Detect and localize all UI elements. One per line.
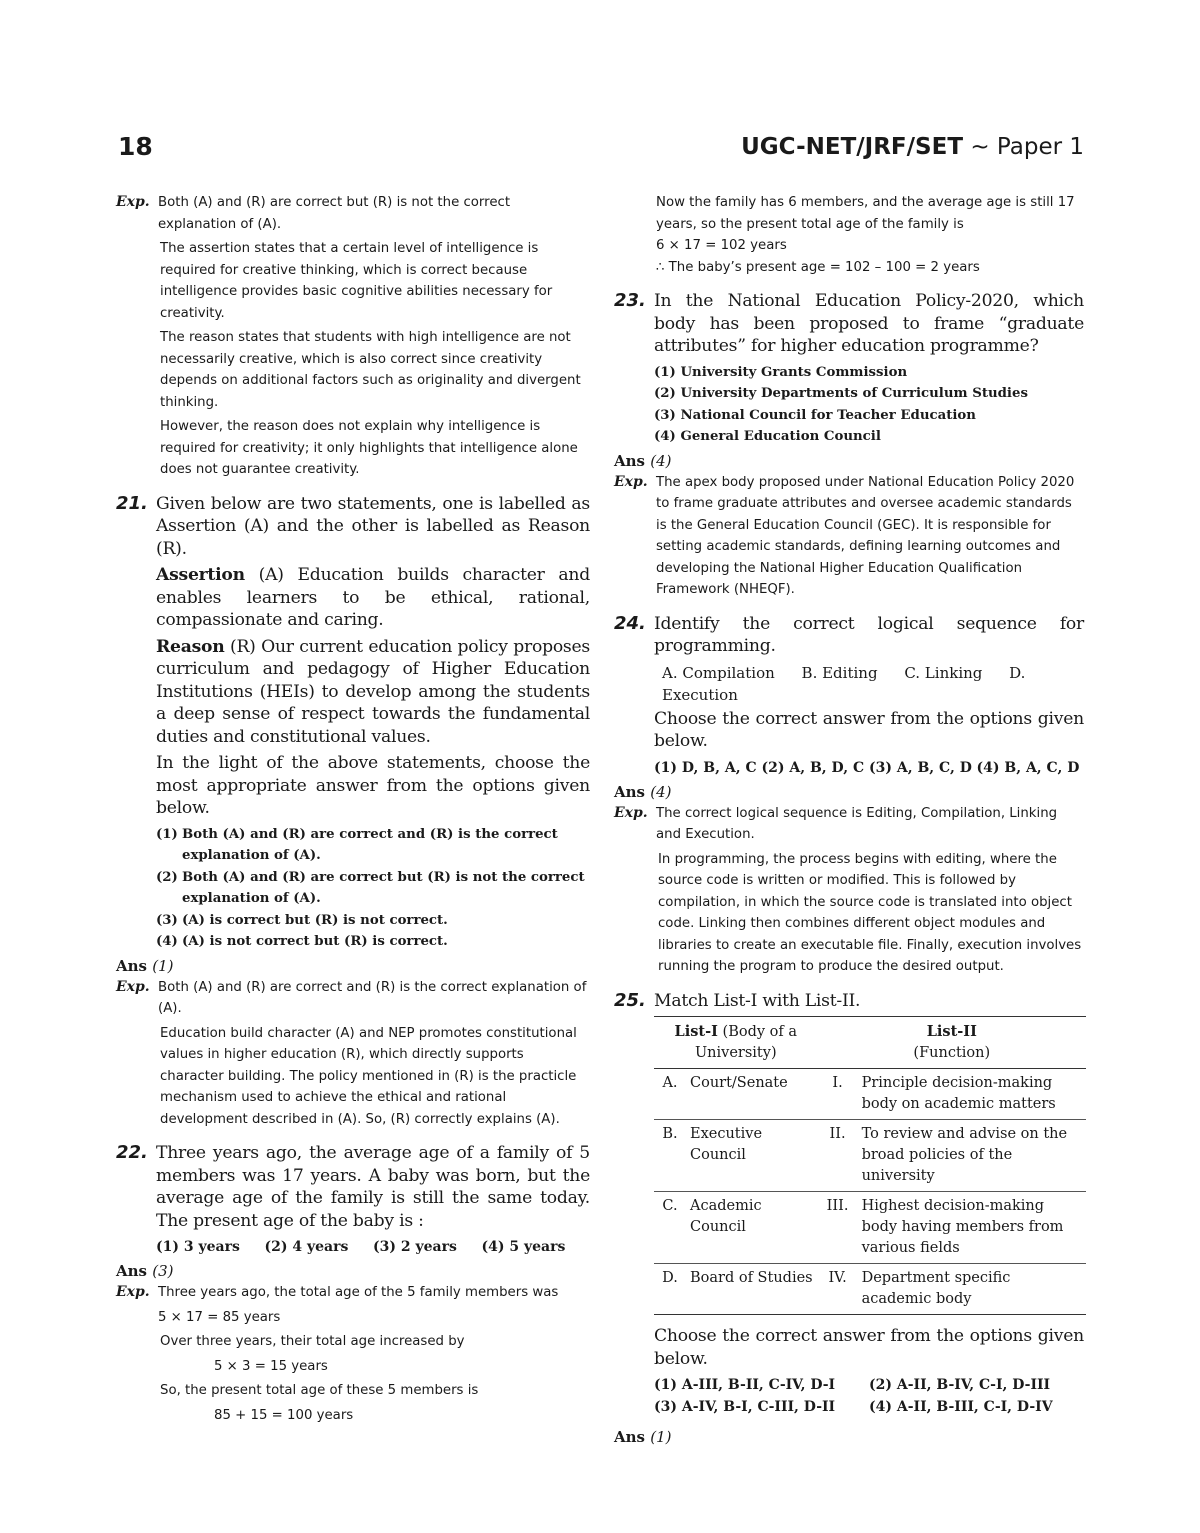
option <box>156 824 590 867</box>
row-function: Principle decision-making body on academic matters <box>858 1069 1086 1120</box>
table-row <box>654 1192 1086 1264</box>
question-number: 24. <box>614 612 646 634</box>
option: (2) A-II, B-IV, C-I, D-III <box>869 1377 1051 1393</box>
options-list <box>654 362 1084 448</box>
exp-math: ∴ The baby’s present age = 102 – 100 = 2 years <box>656 259 980 275</box>
answer-value: (3) <box>152 1262 174 1280</box>
explanation-q22-continued <box>614 192 1084 278</box>
list-2-header-rest: (Function) <box>913 1045 991 1061</box>
exp-line: Now the family has 6 members, and the average age is still 17 years, so the present total age of the family is <box>656 195 1075 232</box>
row-body: Court/Senate <box>686 1069 818 1120</box>
exp-paragraph: However, the reason does not explain why intelligence is required for creativity; it only highlights that intelligence alone does not guarantee creativity. <box>160 419 578 477</box>
question-22 <box>116 1142 590 1258</box>
question-number: 23. <box>614 290 646 311</box>
explanation-q24 <box>614 803 1084 978</box>
ans-label: Ans <box>116 956 147 975</box>
question-text: Three years ago, the average age of a family of 5 members was 17 years. A baby was born, but the average age of the family is still the same today. The present age of the baby is : <box>156 1143 590 1231</box>
assertion-statement <box>156 564 590 632</box>
question-text: Given below are two statements, one is labelled as Assertion (A) and the other is labelled as Reason (R). <box>156 493 590 559</box>
option: (1) A-III, B-II, C-IV, D-I <box>654 1377 836 1393</box>
list-1-header-rest: (Body of a University) <box>694 1024 798 1061</box>
sequence-items <box>654 662 1084 706</box>
exp-label: Exp. <box>116 1284 150 1300</box>
question-text: In the National Education Policy-2020, which body has been proposed to frame “graduate attributes” for higher education programme? <box>654 291 1084 356</box>
question-number: 25. <box>614 989 646 1011</box>
options-list <box>156 824 590 953</box>
running-head-bold: UGC-NET/JRF/SET <box>741 134 964 160</box>
right-column <box>614 192 1084 1448</box>
option <box>156 867 590 910</box>
explanation-q23 <box>614 472 1084 601</box>
table-row <box>654 1069 1086 1120</box>
exp-line: Over three years, their total age increased by <box>160 1334 465 1349</box>
table-header-row <box>654 1017 1086 1069</box>
row-letter: A. <box>654 1069 686 1120</box>
option-text: (A) is not correct but (R) is correct. <box>182 934 448 949</box>
option-text: Both (A) and (R) are correct but (R) is not the correct explanation of (A). <box>182 869 585 906</box>
option: (1) D, B, A, C <box>654 759 757 776</box>
answer-q24 <box>614 783 1084 801</box>
exp-math: 5 × 3 = 15 years <box>214 1358 328 1374</box>
exp-label: Exp. <box>614 473 648 490</box>
list-1-header <box>654 1017 818 1069</box>
option-text: Both (A) and (R) are correct and (R) is the correct explanation of (A). <box>182 826 558 863</box>
row-numeral: III. <box>818 1192 858 1264</box>
option <box>156 910 590 932</box>
option <box>156 931 590 953</box>
question-number: 22. <box>116 1142 148 1163</box>
option-number: (1) <box>156 826 178 842</box>
row-numeral: I. <box>818 1069 858 1120</box>
left-column <box>116 192 590 1432</box>
option: (4) A-II, B-III, C-I, D-IV <box>869 1399 1053 1415</box>
explanation-q20 <box>116 192 590 481</box>
exp-label: Exp. <box>614 804 648 821</box>
answer-value: (4) <box>650 451 672 470</box>
exp-line: The correct logical sequence is Editing, Compilation, Linking and Execution. <box>656 805 1058 842</box>
question-text: Match List-I with List-II. <box>654 990 861 1011</box>
sequence-item: A. Compilation <box>662 663 775 682</box>
answer-q21 <box>116 957 590 975</box>
exp-line: Three years ago, the total age of the 5 family members was <box>158 1285 559 1300</box>
sequence-item: D. Execution <box>662 663 1026 704</box>
exp-math: 6 × 17 = 102 years <box>656 238 787 253</box>
list-2-header <box>818 1017 1086 1069</box>
question-text: Identify the correct logical sequence for programming. <box>654 613 1084 656</box>
running-head-rest: ~ Paper 1 <box>963 134 1084 160</box>
explanation-q22 <box>116 1282 590 1426</box>
option: (3) A, B, C, D <box>869 759 972 776</box>
row-function: Highest decision-making body having members from various fields <box>858 1192 1086 1264</box>
running-head <box>741 134 1084 160</box>
exp-math: 85 + 15 = 100 years <box>214 1407 354 1423</box>
option: (3) 2 years <box>373 1239 457 1255</box>
answer-q23 <box>614 452 1084 470</box>
option-number: (2) <box>156 869 178 885</box>
exp-paragraph: In programming, the process begins with editing, where the source code is written or modified. This is followed by compilation, in which the source code is translated into object code. Linking then combines different object modules and libraries to create an executable file. Finally, execution involves running the program to produce the desired output. <box>658 851 1082 974</box>
exp-paragraph: The reason states that students with high intelligence are not necessarily creative, which is also correct since creativity depends on additional factors such as originality and divergent thinking. <box>160 330 581 410</box>
answer-value: (4) <box>650 782 672 801</box>
option: (4) 5 years <box>481 1239 566 1255</box>
assertion-text: (A) Education builds character and enables learners to be ethical, rational, compassionate and caring. <box>156 565 590 630</box>
question-23 <box>614 290 1084 448</box>
exp-paragraph: The apex body proposed under National Education Policy 2020 to frame graduate attributes and oversee academic standards is the General Education Council (GEC). It is responsible for setting academic standards, defining learning outcomes and developing the National Higher Education Qualification Framework (NHEQF). <box>656 474 1075 597</box>
ans-label: Ans <box>614 782 645 801</box>
sequence-item: C. Linking <box>904 663 983 682</box>
exp-line: Both (A) and (R) are correct and (R) is the correct explanation of (A). <box>158 979 587 1016</box>
exp-math: 5 × 17 = 85 years <box>158 1309 281 1325</box>
option: (3) National Council for Teacher Education <box>654 407 976 423</box>
row-function: Department specific academic body <box>858 1264 1086 1315</box>
option-number: (3) <box>156 912 178 928</box>
table-row <box>654 1264 1086 1315</box>
option: (2) A, B, D, C <box>761 759 865 776</box>
sequence-item: B. Editing <box>801 663 878 682</box>
row-letter: D. <box>654 1264 686 1315</box>
option: (3) A-IV, B-I, C-III, D-II <box>654 1399 836 1415</box>
answer-value: (1) <box>152 956 174 975</box>
reason-text: (R) Our current education policy proposes curriculum and pedagogy of Higher Education Institutions (HEIs) to develop among the students a deep sense of respect towards the fundamental duties and constitutional values. <box>156 636 590 747</box>
question-instruction: In the light of the above statements, choose the most appropriate answer from the options given below. <box>156 753 590 818</box>
options-grid <box>654 1374 1084 1418</box>
option: (2) University Departments of Curriculum Studies <box>654 386 1028 401</box>
row-numeral: II. <box>818 1120 858 1192</box>
reason-label: Reason <box>156 636 225 657</box>
explanation-q21 <box>116 977 590 1131</box>
answer-q22 <box>116 1262 590 1280</box>
option: (2) 4 years <box>264 1239 349 1255</box>
exp-paragraph: Education build character (A) and NEP promotes constitutional values in higher education (R), which directly supports character building. The policy mentioned in (R) is the practicle mechanism used to achieve the ethical and rational development described in (A). So, (R) correctly explains (A). <box>160 1025 577 1127</box>
row-body: Board of Studies <box>686 1264 818 1315</box>
option: (1) 3 years <box>156 1239 240 1255</box>
exp-line: Both (A) and (R) are correct but (R) is not the correct explanation of (A). <box>158 195 511 232</box>
list-2-header-bold: List-II <box>926 1023 977 1040</box>
option: (1) University Grants Commission <box>654 364 908 380</box>
option-number: (4) <box>156 934 178 949</box>
row-letter: B. <box>654 1120 686 1192</box>
page-number: 18 <box>118 132 153 161</box>
answer-value: (1) <box>650 1428 672 1446</box>
exp-line: So, the present total age of these 5 members is <box>160 1383 479 1398</box>
row-body: Academic Council <box>686 1192 818 1264</box>
question-24 <box>614 613 1084 779</box>
row-letter: C. <box>654 1192 686 1264</box>
ans-label: Ans <box>116 1262 147 1280</box>
ans-label: Ans <box>614 1428 645 1446</box>
ans-label: Ans <box>614 451 645 470</box>
question-instruction: Choose the correct answer from the options given below. <box>654 1326 1084 1369</box>
exp-label: Exp. <box>116 978 150 995</box>
option: (4) General Education Council <box>654 429 881 444</box>
assertion-label: Assertion <box>156 565 245 585</box>
question-instruction: Choose the correct answer from the options given below. <box>654 708 1084 751</box>
option: (4) B, A, C, D <box>976 759 1080 776</box>
exp-paragraph: The assertion states that a certain level of intelligence is required for creative thinking, which is correct because intelligence provides basic cognitive abilities necessary for creativity. <box>160 241 553 321</box>
answer-q25 <box>614 1428 1084 1446</box>
question-25 <box>614 990 1084 1419</box>
match-table <box>654 1016 1086 1315</box>
reason-statement <box>156 636 590 749</box>
question-number: 21. <box>116 492 148 514</box>
row-function: To review and advise on the broad policies of the university <box>858 1120 1086 1192</box>
row-body: Executive Council <box>686 1120 818 1192</box>
option-text: (A) is correct but (R) is not correct. <box>182 912 448 928</box>
options-row <box>156 1236 590 1258</box>
question-21 <box>116 493 590 953</box>
row-numeral: IV. <box>818 1264 858 1315</box>
options-row <box>654 757 1084 779</box>
exp-label: Exp. <box>116 194 150 210</box>
list-1-header-bold: List-I <box>674 1023 718 1040</box>
table-row <box>654 1120 1086 1192</box>
